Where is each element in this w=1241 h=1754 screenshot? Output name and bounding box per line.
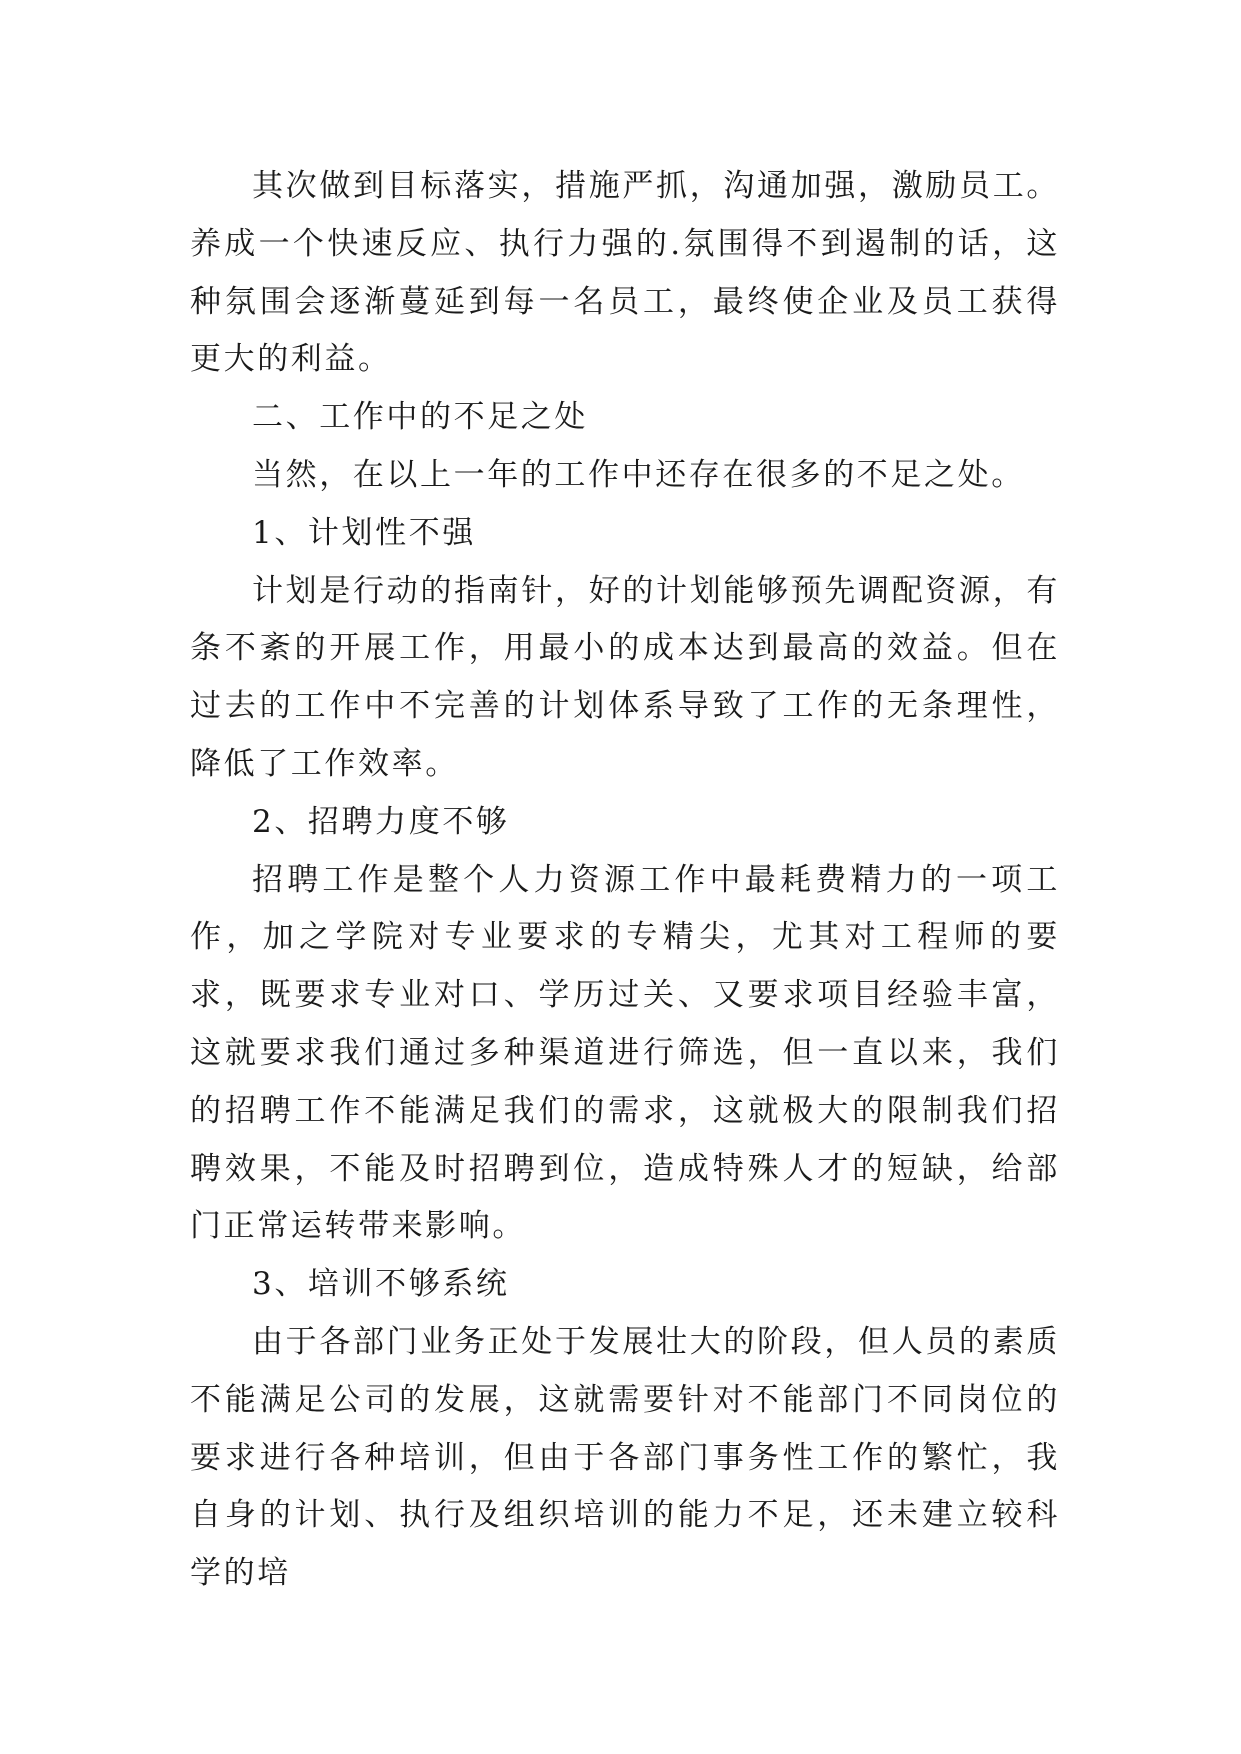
- subheading-training: 3、培训不够系统: [252, 1266, 510, 1303]
- paragraph-goal-implementation: 其次做到目标落实，措施严抓，沟通加强，激励员工。养成一个快速反应、执行力强的.氛围得不到遏制的话，这种氛围会逐渐蔓延到每一名员工，最终使企业及员工获得更大的利益。: [190, 168, 1060, 378]
- paragraph-shortcomings-intro: 当然，在以上一年的工作中还存在很多的不足之处。: [252, 456, 1025, 493]
- section-heading-shortcomings: 二、工作中的不足之处: [252, 399, 588, 436]
- paragraph-training: 由于各部门业务正处于发展壮大的阶段，但人员的素质不能满足公司的发展，这就需要针对不能部门不同岗位的要求进行各种培训，但由于各部门事务性工作的繁忙，我自身的计划、执行及组织培训的能力不足，还未建立较科学的培: [190, 1323, 1060, 1592]
- subheading-recruitment: 2、招聘力度不够: [252, 803, 510, 840]
- paragraph-recruitment: 招聘工作是整个人力资源工作中最耗费精力的一项工作，加之学院对专业要求的专精尖，尤其对工程师的要求，既要求专业对口、学历过关、又要求项目经验丰富，这就要求我们通过多种渠道进行筛选，但一直以来，我们的招聘工作不能满足我们的需求，这就极大的限制我们招聘效果，不能及时招聘到位，造成特殊人才的短缺，给部门正常运转带来影响。: [190, 861, 1060, 1245]
- paragraph-planning: 计划是行动的指南针，好的计划能够预先调配资源，有条不紊的开展工作，用最小的成本达到最高的效益。但在过去的工作中不完善的计划体系导致了工作的无条理性，降低了工作效率。: [190, 572, 1060, 782]
- document-body: [190, 158, 1060, 1603]
- subheading-planning: 1、计划性不强: [252, 514, 476, 551]
